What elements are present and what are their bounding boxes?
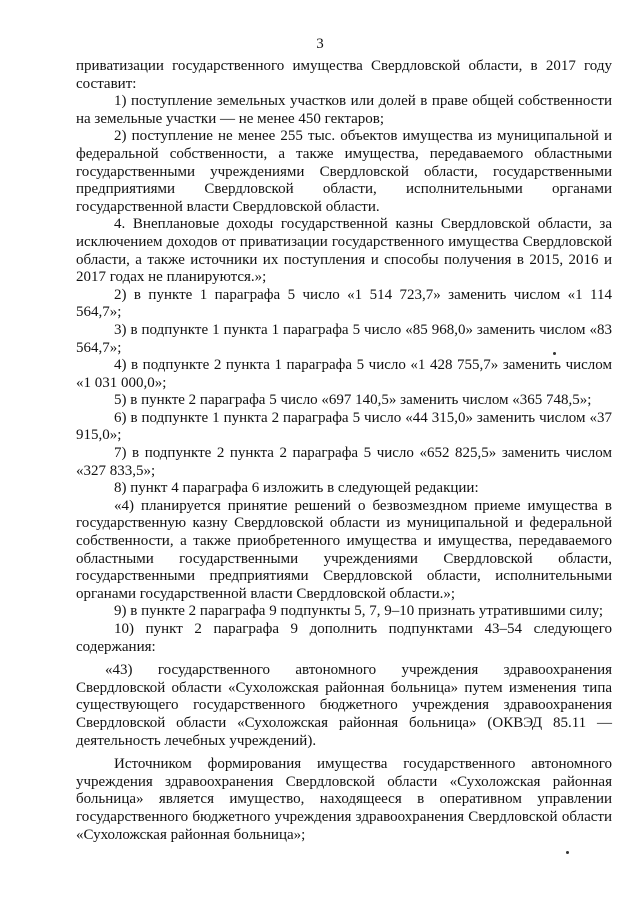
- paragraph-amendment-3: 3) в подпункте 1 пункта 1 параграфа 5 число «85 968,0» заменить числом «83 564,7»;: [76, 321, 612, 356]
- page-number: 3: [316, 36, 324, 52]
- paragraph-amendment-2: 2) в пункте 1 параграфа 5 число «1 514 723,7» заменить числом «1 114 564,7»;: [76, 286, 612, 321]
- paragraph-amendment-6: 6) в подпункте 1 пункта 2 параграфа 5 число «44 315,0» заменить числом «37 915,0»;: [76, 409, 612, 444]
- paragraph-quoted-item-43: «43) государственного автономного учреждения здравоохранения Свердловской области «Сухоложская районная больница» путем изменения типа существующего государственного бюджетного учреждения здравоохранения Свердловской области «Сухоложская районная больница» (ОКВЭД 85.11 — деятельность лечебных учреждений).: [76, 662, 612, 749]
- paragraph-property-source: Источником формирования имущества государственного автономного учреждения здравоохранения Свердловской области «Сухоложская районная больница» является имущество, находящееся в оперативном управлении государственного бюджетного учреждения здравоохранения Свердловской области «Сухоложская районная больница»;: [76, 756, 612, 843]
- scan-speck: [553, 352, 556, 355]
- paragraph-item-2-property: 2) поступление не менее 255 тыс. объектов имущества из муниципальной и федеральной собственности, а также имущества, передаваемого областными государственными учреждениями Свердловской области, государственными предприятиями Свердловской области, исполнительными органами государственной власти Свердловской области.: [76, 128, 612, 215]
- paragraph-amendment-8: 8) пункт 4 параграфа 6 изложить в следующей редакции:: [114, 480, 479, 497]
- paragraph-unplanned-income: 4. Внеплановые доходы государственной казны Свердловской области, за исключением доходов от приватизации государственного имущества Свердловской области, а также источники их поступления и способы получения в 2015, 2016 и 2017 годах не планируются.»;: [76, 216, 612, 286]
- paragraph-amendment-5: 5) в пункте 2 параграфа 5 число «697 140,5» заменить числом «365 748,5»;: [114, 392, 592, 409]
- paragraph-amendment-4: 4) в подпункте 2 пункта 1 параграфа 5 число «1 428 755,7» заменить числом «1 031 000,0»;: [76, 357, 612, 391]
- paragraph-item-1-land: 1) поступление земельных участков или долей в праве общей собственности на земельные участки — не менее 450 гектаров;: [76, 93, 612, 127]
- document-body: [76, 58, 612, 844]
- paragraph-continuation: приватизации государственного имущества Свердловской области, в 2017 году составит:: [76, 58, 612, 92]
- scan-speck: [566, 851, 569, 854]
- paragraph-amendment-10: 10) пункт 2 параграфа 9 дополнить подпунктами 43–54 следующего содержания:: [76, 621, 612, 655]
- paragraph-amendment-9: 9) в пункте 2 параграфа 9 подпункты 5, 7, 9–10 признать утратившими силу;: [114, 603, 604, 620]
- paragraph-quoted-item-4: «4) планируется принятие решений о безвозмездном приеме имущества в государственную казну Свердловской области из муниципальной и федеральной собственности, а также приобретенного имущества и имущества, передаваемого областными государственными учреждениями Свердловской области, государственными предприятиями Свердловской области, исполнительными органами государственной власти Свердловской области.»;: [76, 497, 612, 602]
- paragraph-amendment-7: 7) в подпункте 2 пункта 2 параграфа 5 число «652 825,5» заменить числом «327 833,5»;: [76, 445, 612, 479]
